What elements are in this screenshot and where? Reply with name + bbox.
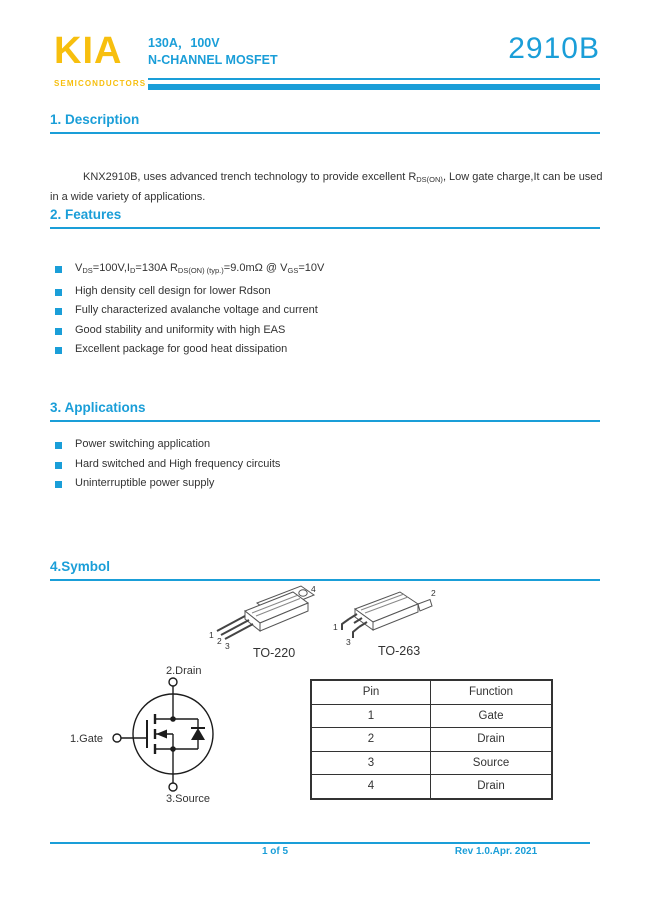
function-cell: Drain (431, 728, 553, 752)
application-text: Power switching application (75, 438, 211, 450)
spec-part: =100V,I (92, 262, 130, 274)
spec-part: V (75, 262, 83, 274)
to220-pin3-label: 3 (225, 641, 230, 651)
function-cell: Gate (431, 704, 553, 728)
description-subscript: DS(ON) (416, 175, 443, 184)
feature-item (55, 324, 600, 344)
page-number: 1 of 5 (261, 846, 289, 857)
pin-cell: 1 (311, 704, 431, 728)
application-item (55, 477, 600, 497)
body-diode-icon (191, 728, 205, 740)
feature-item (55, 285, 600, 305)
to263-name-label: TO-263 (378, 644, 421, 658)
spec-sub: D (129, 266, 136, 275)
function-cell: Drain (431, 775, 553, 799)
drain-terminal-icon (169, 678, 177, 686)
to263-tab (418, 600, 432, 612)
applications-list (55, 438, 600, 497)
feature-item-specs (55, 262, 600, 282)
header-rating-line: 130A，100V (148, 36, 220, 50)
revision-label: Rev 1.0.Apr. 2021 (454, 846, 538, 857)
source-label: 3.Source (166, 793, 211, 805)
bullet-square-icon (55, 328, 62, 335)
to220-pin4-label: 4 (311, 584, 316, 594)
source-terminal-icon (169, 783, 177, 791)
spec-sub: GS (287, 266, 299, 275)
to220-mounting-hole-icon (299, 590, 307, 596)
bullet-square-icon (55, 347, 62, 354)
drain-node-dot (170, 716, 176, 722)
header-rule-thick (148, 84, 600, 90)
features-title: 2. Features (50, 207, 122, 222)
pin-function-table (310, 679, 553, 800)
kia-logo: KIA (54, 30, 123, 72)
pin-cell: 3 (311, 751, 431, 775)
feature-text: Good stability and uniformity with high EAS (75, 323, 286, 336)
features-underline (50, 227, 600, 229)
to220-package-drawing (217, 586, 314, 639)
table-header-row (311, 680, 552, 704)
header-subtitle (148, 35, 278, 68)
feature-item (55, 304, 600, 324)
spec-part: =10V (298, 262, 325, 274)
header-rule-thin (148, 78, 600, 80)
table-row (311, 751, 552, 775)
bullet-square-icon (55, 442, 62, 449)
source-node-dot (170, 746, 176, 752)
pin-cell: 2 (311, 728, 431, 752)
table-row (311, 704, 552, 728)
function-cell: Source (431, 751, 553, 775)
gate-terminal-icon (113, 734, 121, 742)
to263-pin2-label: 2 (431, 588, 436, 598)
function-column-header: Function (431, 680, 553, 704)
spec-sub: DS(ON) (typ.) (177, 266, 224, 275)
table-row (311, 775, 552, 799)
description-text-1: KNX2910B, uses advanced trench technology to provide excellent R (83, 171, 417, 183)
to263-pin3-label: 3 (346, 637, 351, 647)
application-item (55, 458, 600, 478)
description-text-2: , Low gate charge,It can be used in a wide variety of applications. (50, 171, 603, 203)
bullet-square-icon (55, 462, 62, 469)
application-text: Uninterruptible power supply (75, 477, 215, 490)
feature-specs-text (75, 262, 324, 275)
feature-text: High density cell design for lower Rdson (75, 284, 271, 297)
header-type-line: N-CHANNEL MOSFET (148, 52, 278, 67)
feature-text: Excellent package for good heat dissipation (75, 343, 288, 356)
to220-pin1-label: 1 (209, 630, 214, 640)
table-row (311, 728, 552, 752)
package-drawings (195, 583, 465, 663)
mosfet-arrow-icon (156, 730, 167, 739)
bullet-square-icon (55, 266, 62, 273)
bullet-square-icon (55, 308, 62, 315)
description-underline (50, 132, 600, 134)
to263-pin1-label: 1 (333, 622, 338, 632)
footer-rule (50, 842, 590, 844)
bullet-square-icon (55, 289, 62, 296)
spec-part: =9.0mΩ @ V (223, 262, 288, 274)
drain-label: 2.Drain (166, 665, 202, 677)
feature-item (55, 343, 600, 363)
gate-label: 1.Gate (70, 733, 104, 745)
to220-pin2-label: 2 (217, 636, 222, 646)
pin-column-header: Pin (311, 680, 431, 704)
spec-sub: DS (82, 266, 93, 275)
to220-name-label: TO-220 (253, 646, 296, 660)
application-item (55, 438, 600, 458)
to263-package-drawing (342, 592, 432, 638)
pin-cell: 4 (311, 775, 431, 799)
symbol-title: 4.Symbol (50, 559, 111, 574)
description-paragraph (50, 169, 606, 206)
feature-text: Fully characterized avalanche voltage and current (75, 304, 318, 317)
description-title: 1. Description (50, 112, 140, 127)
bullet-square-icon (55, 481, 62, 488)
mosfet-symbol-drawing (40, 662, 320, 812)
applications-title: 3. Applications (50, 400, 146, 415)
part-number: 2910B (508, 32, 600, 65)
kia-logo-subtext: SEMICONDUCTORS (54, 79, 147, 88)
symbol-underline (50, 579, 600, 581)
spec-part: =130A R (135, 262, 178, 274)
features-list (55, 262, 600, 363)
applications-underline (50, 420, 600, 422)
application-text: Hard switched and High frequency circuits (75, 457, 281, 470)
